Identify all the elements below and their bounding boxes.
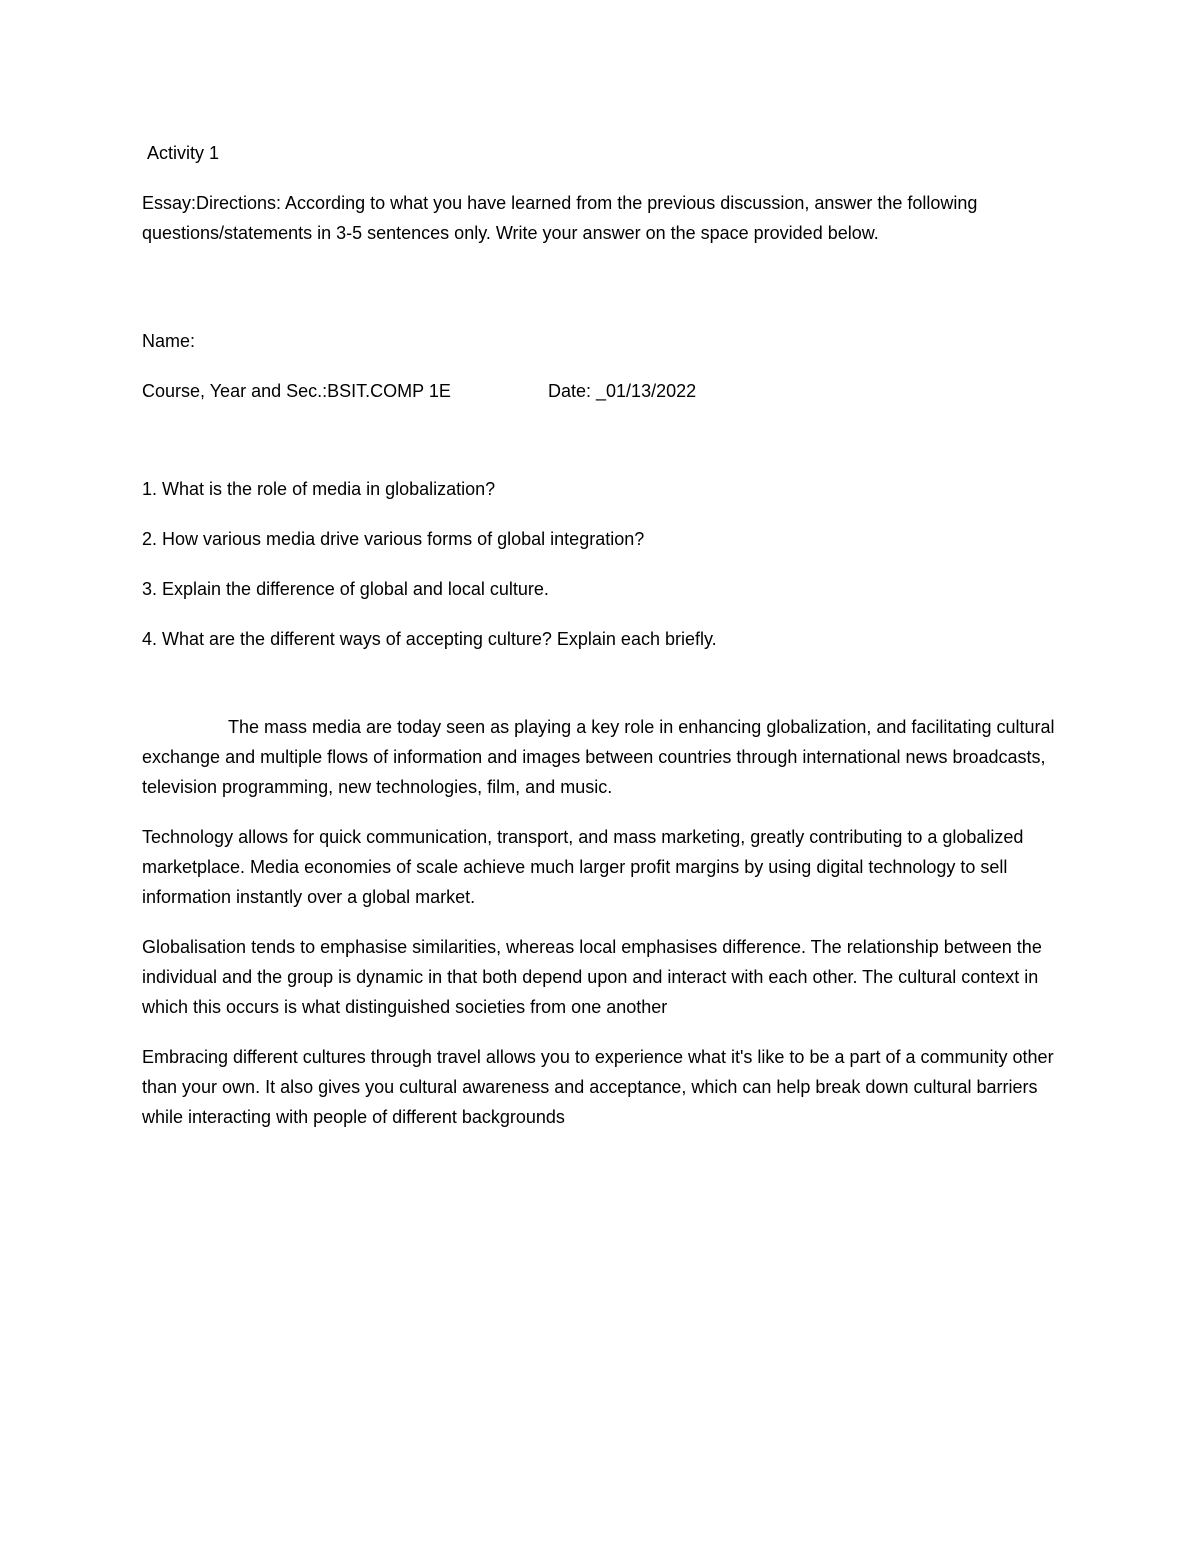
answer-list	[142, 712, 1072, 1132]
course-label: Course, Year and Sec.:BSIT.COMP 1E	[142, 381, 451, 401]
answer-paragraph: Globalisation tends to emphasise similarities, whereas local emphasises difference. The relationship between the individual and the group is dynamic in that both depend upon and interact with each other. The cultural context in which this occurs is what distinguished societies from one another	[142, 937, 1042, 1017]
date-label: Date: _01/13/2022	[548, 381, 697, 401]
course-date-line	[142, 376, 1072, 406]
question-item: 2. How various media drive various forms of global integration?	[142, 529, 645, 549]
answer-paragraph: Technology allows for quick communication, transport, and mass marketing, greatly contributing to a globalized marketplace. Media economies of scale achieve much larger profit margins by using digital technology to sell information instantly over a global market.	[142, 827, 1024, 907]
answer-paragraph: Embracing different cultures through travel allows you to experience what it's like to be a part of a community other than your own. It also gives you cultural awareness and acceptance, which can help break down cultural barriers while interacting with people of different backgrounds	[142, 1047, 1054, 1127]
name-label: Name:	[142, 331, 196, 351]
directions-text: Essay:Directions: According to what you have learned from the previous discussion, answer the following questions/statements in 3-5 sentences only. Write your answer on the space provided below.	[142, 193, 978, 243]
activity-title: Activity 1	[147, 143, 220, 163]
question-item: 4. What are the different ways of accepting culture? Explain each briefly.	[142, 629, 717, 649]
document-body	[142, 138, 1072, 1152]
question-item: 3. Explain the difference of global and local culture.	[142, 579, 549, 599]
question-list	[142, 474, 1072, 654]
answer-paragraph: The mass media are today seen as playing a key role in enhancing globalization, and facilitating cultural exchange and multiple flows of information and images between countries through international news broadcasts, television programming, new technologies, film, and music.	[142, 717, 1055, 797]
question-item: 1. What is the role of media in globalization?	[142, 479, 496, 499]
